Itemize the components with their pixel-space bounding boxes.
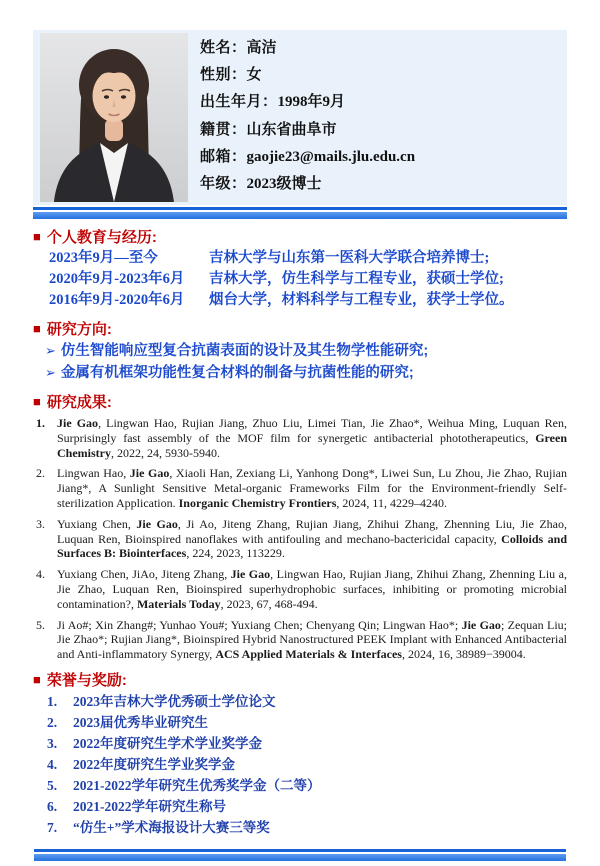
- honor-number: 5.: [47, 777, 58, 793]
- honor-item: [33, 712, 567, 733]
- publication-segment: Jie Gao: [57, 416, 99, 430]
- honors-list: [33, 691, 567, 838]
- section-title-research-directions: [33, 319, 567, 340]
- honor-text: 2023年吉林大学优秀硕士学位论文: [73, 693, 276, 709]
- publication-segment: , 224, 2023, 113229.: [186, 546, 285, 561]
- publication-text: [57, 416, 567, 460]
- profile-field-label: 邮箱：: [200, 148, 247, 165]
- section-title-education-label: 个人教育与经历:: [46, 229, 157, 246]
- honor-item: [33, 691, 567, 712]
- header-divider: [33, 207, 567, 219]
- honor-text: 2021-2022学年研究生优秀奖学金（二等）: [73, 777, 321, 793]
- publication-segment: Materials Today: [136, 596, 221, 611]
- section-square-icon: ■: [33, 394, 41, 409]
- honor-text: 2021-2022学年研究生称号: [73, 798, 226, 814]
- profile-field-label: 姓名：: [200, 40, 247, 56]
- publication-number: 3.: [36, 516, 45, 531]
- publication-segment: Green Chemistry: [57, 430, 567, 460]
- education-detail: 吉林大学，仿生科学与工程专业，获硕士学位;: [209, 271, 504, 287]
- publication-segment: Jie Gao: [230, 567, 271, 582]
- publication-number: 1.: [36, 416, 45, 430]
- honor-number: 7.: [47, 819, 58, 835]
- profile-field-value: 山东省曲阜市: [246, 121, 337, 138]
- research-direction-list: [33, 340, 567, 384]
- publication-text: [57, 618, 567, 662]
- section-title-education: [33, 227, 567, 248]
- publication-text: [57, 567, 567, 611]
- id-photo-illustration: [40, 33, 188, 202]
- honor-item: [33, 754, 567, 775]
- publication-segment: , 2023, 67, 468-494.: [220, 596, 318, 611]
- publication-item: [33, 466, 567, 510]
- honor-text: 2022年度研究生学术学业奖学金: [73, 735, 262, 751]
- honor-number: 1.: [47, 693, 58, 709]
- publication-number: 5.: [36, 617, 45, 632]
- publication-segment: Yuxiang Chen,: [57, 516, 137, 531]
- profile-header: [33, 30, 567, 205]
- profile-field-label: 年级：: [200, 175, 247, 192]
- honor-text: “仿生+”学术海报设计大赛三等奖: [73, 819, 270, 835]
- profile-field-label: 籍贯：: [200, 121, 247, 138]
- profile-field-label: 性别：: [200, 67, 247, 84]
- publication-segment: Yuxiang Chen, JiAo, Jiteng Zhang,: [57, 567, 231, 582]
- publication-number: 2.: [36, 466, 45, 481]
- research-direction-item: [33, 340, 567, 362]
- publication-segment: Jie Gao: [129, 466, 170, 481]
- education-period: 2020年9月-2023年6月: [49, 271, 185, 287]
- honor-item: [33, 817, 567, 838]
- honor-item: [33, 733, 567, 754]
- education-item: [33, 248, 567, 269]
- arrow-bullet-icon: ➢: [45, 365, 56, 380]
- publication-segment: , Xiaoli Han, Zexiang Li, Yanhong Dong*, Liwei Sun, Lu Zhou, Jie Zhao, Rujian Jiang*, A Sunlight Sensitive Metal-organic Frameworks Film for the Environment-friendly Self-sterilization Application.: [57, 466, 567, 510]
- publication-text: [57, 466, 567, 510]
- education-detail: 烟台大学，材料科学与工程专业，获学士学位。: [209, 292, 514, 308]
- profile-field: [200, 118, 567, 143]
- honor-text: 2022年度研究生学业奖学金: [73, 756, 235, 772]
- honor-text: 2023届优秀毕业研究生: [73, 714, 208, 730]
- profile-field: [200, 63, 567, 88]
- publication-segment: ; Zequan Liu; Jie Zhao*; Rujian Jiang*, Bioinspired Hybrid Nanostructured PEEK Implant with Enhanced Antibacterial and Anti-inflammatory Synergy,: [57, 617, 567, 662]
- education-detail: 吉林大学与山东第一医科大学联合培养博士;: [209, 250, 490, 266]
- profile-field-label: 出生年月：: [200, 94, 278, 111]
- publication-segment: ACS Applied Materials & Interfaces: [215, 647, 402, 662]
- section-title-publications-label: 研究成果:: [46, 394, 112, 411]
- publication-segment: Inorganic Chemistry Frontiers: [178, 495, 337, 510]
- section-title-honors-label: 荣誉与奖励:: [46, 671, 127, 689]
- profile-field: [200, 36, 567, 61]
- publication-item: [33, 567, 567, 611]
- publication-segment: , Lingwan Hao, Rujian Jiang, Zhuo Liu, Limei Tian, Jie Zhao*, Weihua Ming, Luquan Ren, Surprisingly fast assembly of the MOF film for synergetic antibacterial phototherapeutics,: [57, 416, 568, 445]
- publication-text: [57, 517, 567, 561]
- publication-number: 4.: [36, 567, 45, 582]
- publication-segment: Lingwan Hao,: [57, 466, 130, 481]
- research-direction-item: [33, 362, 567, 384]
- publication-item: [33, 618, 567, 662]
- profile-field-value: 2023级博士: [246, 175, 322, 192]
- profile-field-value: 1998年9月: [277, 94, 346, 111]
- education-list: [33, 248, 567, 311]
- education-period: 2023年9月—至今: [49, 250, 158, 266]
- publication-item: [33, 416, 567, 460]
- section-title-honors: [33, 670, 567, 691]
- honor-item: [33, 796, 567, 817]
- arrow-bullet-icon: ➢: [45, 343, 56, 358]
- profile-field: [200, 172, 567, 197]
- profile-photo: [40, 33, 188, 202]
- honor-number: 4.: [47, 756, 58, 772]
- education-item: [33, 290, 567, 311]
- honor-item: [33, 775, 567, 796]
- publication-segment: Ji Ao#; Xin Zhang#; Yunhao You#; Yuxiang Chen; Chenyang Qin; Lingwan Hao*;: [57, 617, 462, 632]
- publication-segment: , 2024, 11, 4229–4240.: [336, 495, 447, 510]
- profile-field-value: gaojie23@mails.jlu.edu.cn: [246, 148, 416, 165]
- publication-segment: , Ji Ao, Jiteng Zhang, Rujian Jiang, Zhihui Zhang, Zhenning Liu, Jie Zhao, Luquan Ren, Bioinspired nanoflakes with antifouling and mechano-bactericidal capacity,: [57, 516, 568, 546]
- publication-segment: Colloids and Surfaces B: Biointerfaces: [57, 531, 568, 561]
- profile-field: [200, 145, 567, 170]
- section-square-icon: ■: [33, 671, 41, 687]
- honor-number: 6.: [47, 798, 58, 814]
- research-direction-text: 金属有机框架功能性复合材料的制备与抗菌性能的研究;: [60, 365, 414, 381]
- profile-fields: [188, 30, 567, 205]
- education-item: [33, 269, 567, 290]
- section-title-research-directions-label: 研究方向:: [46, 321, 112, 338]
- publication-segment: , Lingwan Hao, Rujian Jiang, Zhihui Zhang, Zhenning Liu a, Jie Zhao, Luquan Ren, Bioinspired superhydrophobic surfaces, inhibiting or promoting microbial contamination?,: [57, 567, 567, 611]
- profile-field-value: 高洁: [246, 40, 277, 56]
- footer-divider: [34, 849, 566, 861]
- honor-number: 2.: [47, 714, 58, 730]
- honor-number: 3.: [47, 735, 58, 751]
- publication-segment: Jie Gao: [136, 516, 178, 531]
- publication-item: [33, 517, 567, 561]
- education-period: 2016年9月-2020年6月: [49, 292, 185, 308]
- profile-field: [200, 90, 567, 115]
- publication-segment: , 2022, 24, 5930-5940.: [111, 445, 220, 460]
- publication-segment: Jie Gao: [461, 617, 501, 632]
- section-square-icon: ■: [33, 229, 41, 244]
- publication-segment: , 2024, 16, 38989−39004.: [401, 647, 526, 662]
- research-direction-text: 仿生智能响应型复合抗菌表面的设计及其生物学性能研究;: [60, 343, 429, 359]
- section-title-publications: [33, 392, 567, 413]
- publication-list: [33, 416, 567, 662]
- profile-field-value: 女: [246, 67, 262, 84]
- section-square-icon: ■: [33, 321, 41, 336]
